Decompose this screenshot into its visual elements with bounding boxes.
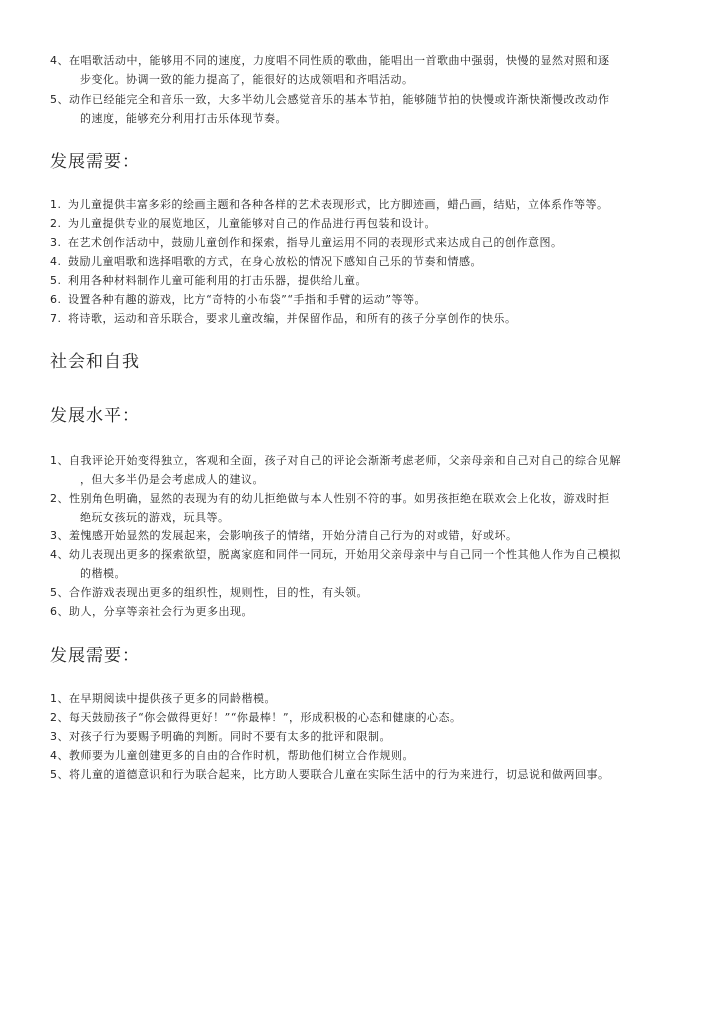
item-text-line1: 合作游戏表现出更多的组织性，规则性，目的性，有头领。	[69, 586, 368, 599]
art-needs-item-4	[50, 252, 620, 271]
item-text: 在早期阅读中提供孩子更多的同龄楷模。	[69, 692, 276, 705]
social-needs-item-1	[50, 689, 620, 708]
social-needs-item-2	[50, 708, 620, 727]
item-text: 在艺术创作活动中，鼓励儿童创作和探索，指导儿童运用不同的表现形式来达成自己的创作意图。	[68, 236, 563, 249]
item-text-line1: 助人，分享等亲社会行为更多出现。	[69, 605, 253, 618]
item-text-line2: 绝玩女孩玩的游戏，玩具等。	[80, 511, 230, 524]
social-needs-item-4	[50, 746, 620, 765]
art-level-item-4	[50, 51, 620, 89]
social-levels-heading: 发展水平：	[50, 406, 140, 426]
social-level-item-6	[50, 602, 620, 621]
item-text: 为儿童提供丰富多彩的绘画主题和各种各样的艺术表现形式，比方脚迹画，蜡凸画，结贴，立体系作等等。	[68, 198, 609, 211]
art-needs-item-7	[50, 309, 620, 328]
item-text-line1: 羞愧感开始显然的发展起来，会影响孩子的情绪，开始分清自己行为的对或错，好或坏。	[69, 529, 518, 542]
item-text: 利用各种材料制作儿童可能利用的打击乐器，提供给儿童。	[68, 274, 367, 287]
art-needs-item-6	[50, 290, 620, 309]
art-needs-item-2	[50, 214, 620, 233]
social-level-item-4	[50, 545, 620, 583]
item-text: 鼓励儿童唱歌和选择唱歌的方式，在身心放松的情况下感知自己乐的节奏和情感。	[68, 255, 482, 268]
item-number: 4、	[50, 548, 69, 561]
item-number: 6.	[50, 293, 62, 306]
social-level-item-2	[50, 489, 620, 527]
item-number: 2、	[50, 711, 69, 724]
art-needs-item-3	[50, 233, 620, 252]
item-number: 3、	[50, 730, 69, 743]
social-needs-heading: 发展需要：	[50, 646, 140, 666]
social-needs-item-5	[50, 765, 620, 784]
item-number: 5.	[50, 274, 62, 287]
item-text-line1: 在唱歌活动中，能够用不同的速度，力度唱不同性质的歌曲，能唱出一首歌曲中强弱，快慢的显然对照和逐	[69, 54, 610, 67]
item-text-line1: 自我评论开始变得独立，客观和全面，孩子对自己的评论会渐渐考虑老师，父亲母亲和自己对自己的综合见解	[69, 454, 621, 467]
item-number: 5、	[50, 768, 69, 781]
item-text: 将儿童的道德意识和行为联合起来，比方助人要联合儿童在实际生活中的行为来进行，切忌说和做两回事。	[69, 768, 610, 781]
item-text: 为儿童提供专业的展览地区，儿童能够对自己的作品进行再包装和设计。	[68, 217, 436, 230]
art-needs-item-1	[50, 195, 620, 214]
item-number: 1、	[50, 454, 69, 467]
art-needs-item-5	[50, 271, 620, 290]
item-number: 2.	[50, 217, 62, 230]
item-number: 4、	[50, 749, 69, 762]
social-needs-item-3	[50, 727, 620, 746]
item-number: 3、	[50, 529, 69, 542]
item-number: 2、	[50, 492, 69, 505]
item-text-line2: 步变化。协调一致的能力提高了，能很好的达成领唱和齐唱活动。	[80, 73, 414, 86]
section-title-social: 社会和自我	[50, 352, 140, 372]
item-text: 对孩子行为要赐予明确的判断。同时不要有太多的批评和限制。	[69, 730, 391, 743]
item-text: 教师要为儿童创建更多的自由的合作时机，帮助他们树立合作规则。	[69, 749, 414, 762]
item-text-line2: ，但大多半仍是会考虑成人的建议。	[80, 473, 264, 486]
item-number: 3.	[50, 236, 62, 249]
item-number: 1.	[50, 198, 62, 211]
item-text-line1: 性别角色明确，显然的表现为有的幼儿拒绝做与本人性别不符的事。如男孩拒绝在联欢会上化妆，游戏时拒	[69, 492, 610, 505]
item-text: 设置各种有趣的游戏，比方“奇特的小布袋”“手指和手臂的运动”等等。	[68, 293, 426, 306]
item-text-line2: 的楷模。	[80, 567, 126, 580]
item-number: 4、	[50, 54, 69, 67]
item-text-line1: 幼儿表现出更多的探索欲望，脱离家庭和同伴一同玩，开始用父亲母亲中与自己同一个性其他人作为自己模拟	[69, 548, 621, 561]
item-number: 5、	[50, 586, 69, 599]
item-number: 6、	[50, 605, 69, 618]
item-text-line2: 的速度，能够充分利用打击乐体现节奏。	[80, 112, 287, 125]
item-number: 4.	[50, 255, 62, 268]
item-text: 每天鼓励孩子“你会做得更好！”“你最棒！”，形成积极的心态和健康的心态。	[69, 711, 462, 724]
item-text: 将诗歌，运动和音乐联合，要求儿童改编，并保留作品，和所有的孩子分享创作的快乐。	[68, 312, 517, 325]
item-number: 5、	[50, 93, 69, 106]
item-number: 7.	[50, 312, 62, 325]
social-level-item-5	[50, 583, 620, 602]
social-level-item-1	[50, 451, 620, 489]
item-text-line1: 动作已经能完全和音乐一致，大多半幼儿会感觉音乐的基本节拍，能够随节拍的快慢或许渐快渐慢改改动作	[69, 93, 610, 106]
item-number: 1、	[50, 692, 69, 705]
social-level-item-3	[50, 526, 620, 545]
art-level-item-5	[50, 90, 620, 128]
art-needs-heading: 发展需要：	[50, 152, 140, 172]
